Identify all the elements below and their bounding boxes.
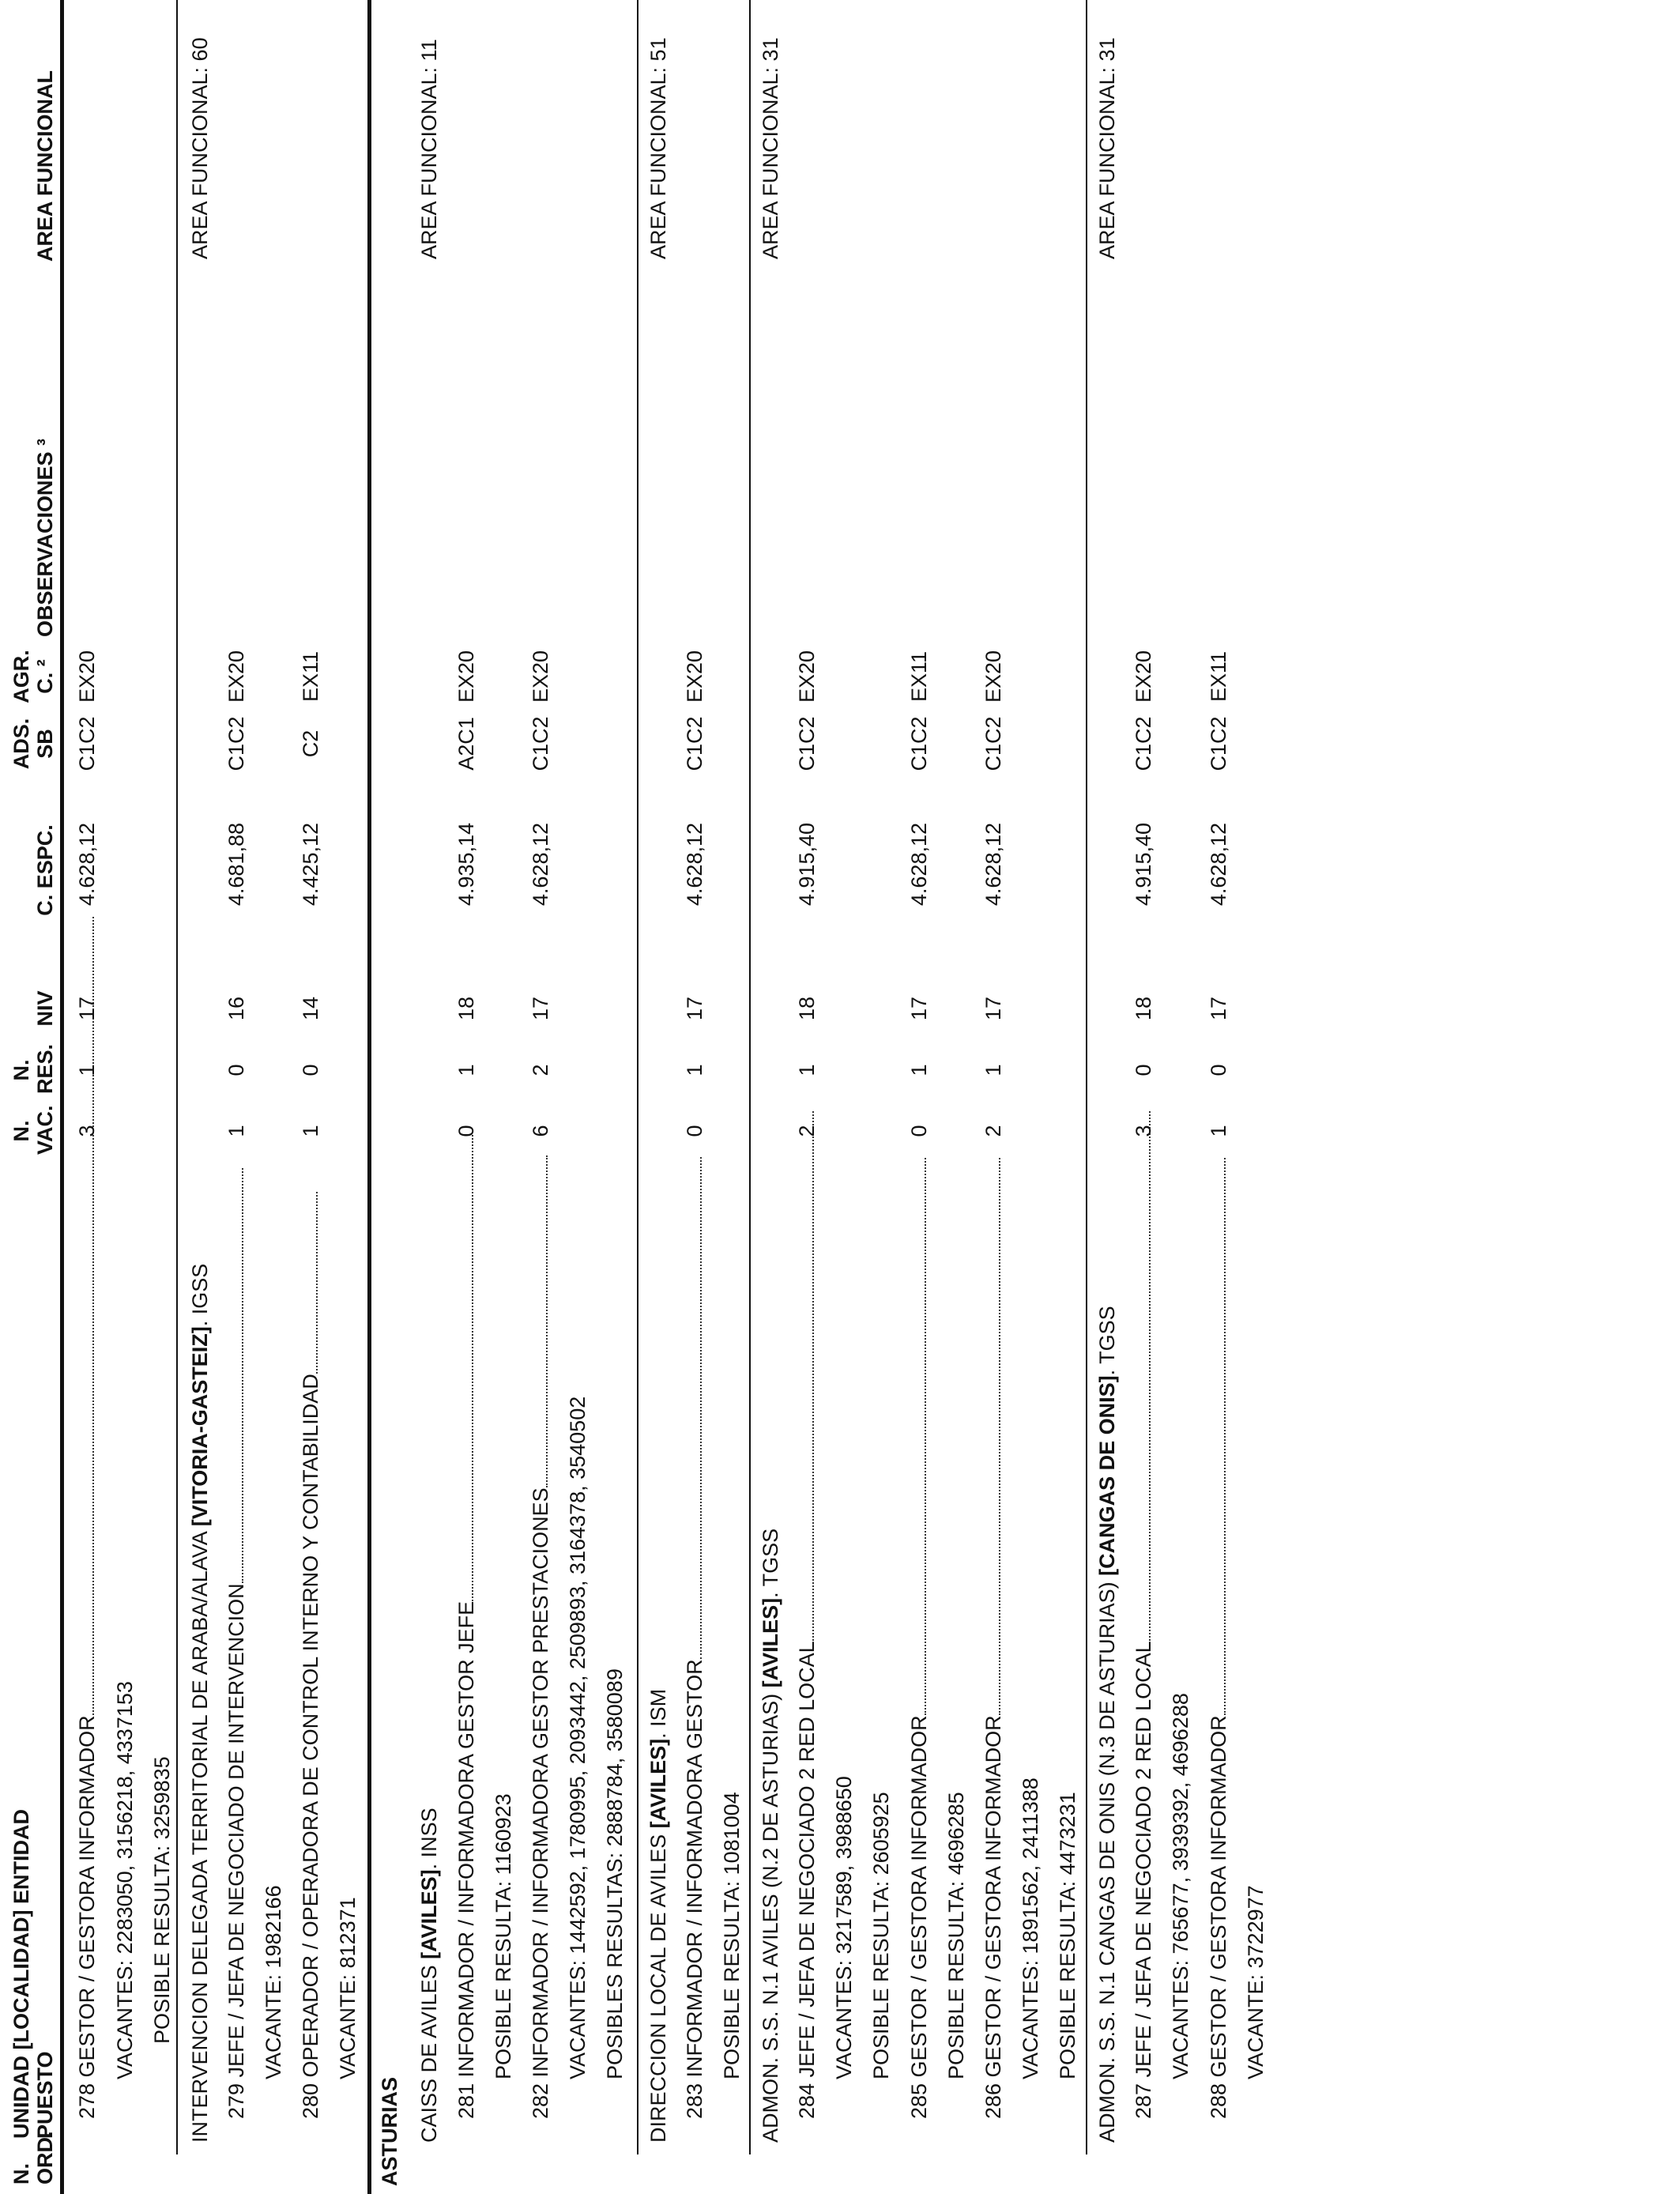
- position-row: [75, 0, 99, 2194]
- adscripcion-subgrupo: C1C2: [683, 716, 706, 771]
- resulta-note: POSIBLE RESULTA: 4696285: [944, 1792, 968, 2079]
- leader-dots: [92, 917, 94, 1715]
- adscripcion-subgrupo: C1C2: [907, 716, 931, 771]
- section-title: ASTURIAS: [378, 2076, 401, 2186]
- resulta-note: POSIBLE RESULTA: 4473231: [1056, 1792, 1079, 2079]
- unit-area-funcional: AREA FUNCIONAL: 31: [759, 37, 782, 259]
- position-row: [907, 0, 931, 2194]
- unit-entity: . ISM: [646, 1688, 670, 1739]
- agrupacion-cuerpos: EX20: [529, 650, 552, 703]
- agrupacion-cuerpos: EX20: [75, 650, 99, 703]
- leader-dots: [242, 1168, 243, 1583]
- header-ads-sb: [9, 712, 57, 775]
- position-description: 279 JEFE / JEFA DE NEGOCIADO DE INTERVENCION: [224, 1583, 248, 2119]
- vacantes-note: VACANTES: 2283050, 3156218, 4337153: [113, 1681, 137, 2079]
- unit-entity: . INSS: [417, 1808, 441, 1870]
- n-vacantes: 3: [75, 1125, 99, 1137]
- leader-dots: [1224, 1158, 1226, 1715]
- position-description: 280 OPERADOR / OPERADORA DE CONTROL INTERNO Y CONTABILIDAD: [299, 1374, 322, 2119]
- unit-divider: [176, 0, 178, 2154]
- vacantes-note: VACANTES: 765677, 3939392, 4696288: [1169, 1693, 1192, 2079]
- complemento-especifico: 4.425,12: [299, 823, 322, 907]
- position-description: 284 JEFE / JEFA DE NEGOCIADO 2 RED LOCAL: [795, 1641, 819, 2119]
- n-vacantes: 0: [683, 1125, 706, 1137]
- unit-divider: [749, 0, 751, 2154]
- nivel: 16: [224, 996, 248, 1021]
- complemento-especifico: 4.628,12: [683, 823, 706, 907]
- agrupacion-cuerpos: EX20: [981, 650, 1005, 703]
- header-n-ord: [9, 2132, 57, 2185]
- agrupacion-cuerpos: EX20: [795, 650, 819, 703]
- resulta-note: POSIBLE RESULTA: 1160923: [492, 1793, 515, 2079]
- adscripcion-subgrupo: C1C2: [1207, 716, 1230, 771]
- position-row: [1132, 0, 1155, 2194]
- n-vacantes: 0: [907, 1125, 931, 1137]
- unit-name: ADMON. S.S. N.1 AVILES (N.2 DE ASTURIAS): [759, 1687, 782, 2143]
- nivel: 17: [683, 996, 706, 1021]
- n-reservas: 0: [224, 1064, 248, 1076]
- unit-entity: . TGSS: [1095, 1306, 1119, 1376]
- header-unidad-line1: UNIDAD [LOCALIDAD] ENTIDAD: [9, 1809, 33, 2139]
- adscripcion-subgrupo: C1C2: [75, 716, 99, 771]
- position-row: [454, 0, 478, 2194]
- adscripcion-subgrupo: C1C2: [1132, 716, 1155, 771]
- header-agr-c-line2: C. ²: [33, 659, 57, 694]
- header-n-vac-line1: N.: [9, 1120, 33, 1142]
- nivel: 18: [795, 996, 819, 1021]
- n-vacantes: 3: [1132, 1125, 1155, 1137]
- resulta-note: POSIBLE RESULTA: 1081004: [720, 1792, 744, 2079]
- position-row: [299, 0, 322, 2194]
- header-agr-c-line1: AGR.: [9, 650, 33, 703]
- header-n-vac-line2: VAC.: [33, 1105, 57, 1155]
- position-row: [795, 0, 819, 2194]
- unit-area-funcional: AREA FUNCIONAL: 60: [188, 37, 212, 259]
- nivel: 17: [1207, 996, 1230, 1021]
- n-vacantes: 6: [529, 1125, 552, 1137]
- n-reservas: 1: [454, 1064, 478, 1076]
- n-vacantes: 2: [795, 1125, 819, 1137]
- position-description: 286 GESTOR / GESTORA INFORMADOR: [981, 1715, 1005, 2119]
- unit-divider: [1086, 0, 1087, 2154]
- header-c-espc: C. ESPC.: [33, 824, 57, 916]
- header-area-funcional: AREA FUNCIONAL: [33, 70, 57, 262]
- leader-dots: [316, 1192, 318, 1374]
- unit-locality: [VITORIA-GASTEIZ]: [188, 1326, 212, 1527]
- n-vacantes: 1: [299, 1125, 322, 1137]
- complemento-especifico: 4.628,12: [1207, 823, 1230, 907]
- complemento-especifico: 4.681,88: [224, 823, 248, 907]
- unit-entity: . TGSS: [759, 1528, 782, 1598]
- header-rule: [60, 0, 64, 2194]
- vacantes-note: VACANTE: 1982166: [262, 1885, 285, 2079]
- adscripcion-subgrupo: C1C2: [981, 716, 1005, 771]
- unit-locality: [AVILES]: [646, 1738, 670, 1829]
- position-description: 278 GESTOR / GESTORA INFORMADOR: [75, 1715, 99, 2119]
- vacantes-note: VACANTES: 1442592, 1780995, 2093442, 2509893, 3164378, 3540502: [566, 1396, 590, 2079]
- header-n-vac: [9, 1107, 57, 1155]
- vacantes-note: VACANTE: 3722977: [1244, 1885, 1268, 2079]
- adscripcion-subgrupo: A2C1: [454, 717, 478, 771]
- agrupacion-cuerpos: EX11: [299, 650, 322, 703]
- unit-name: CAISS DE AVILES: [417, 1958, 441, 2143]
- header-ads-sb-line2: SB: [33, 729, 57, 759]
- nivel: 17: [981, 996, 1005, 1021]
- vacantes-note: VACANTES: 1891562, 2411388: [1019, 1777, 1042, 2079]
- nivel: 17: [529, 996, 552, 1021]
- unit-area-funcional: AREA FUNCIONAL: 11: [417, 39, 441, 259]
- position-row: [1207, 0, 1230, 2194]
- unit-locality: [AVILES]: [759, 1597, 782, 1688]
- position-description: 283 INFORMADOR / INFORMADORA GESTOR: [683, 1659, 706, 2119]
- resulta-note: POSIBLE RESULTA: 2605925: [869, 1792, 893, 2079]
- unit-name: ADMON. S.S. N.1 CANGAS DE ONIS (N.3 DE ASTURIAS): [1095, 1575, 1119, 2143]
- position-row: [529, 0, 552, 2194]
- complemento-especifico: 4.915,40: [1132, 823, 1155, 907]
- n-vacantes: 1: [224, 1125, 248, 1137]
- unit-entity: . IGSS: [188, 1263, 212, 1327]
- complemento-especifico: 4.628,12: [529, 823, 552, 907]
- vacantes-note: VACANTES: 3217589, 3988650: [832, 1776, 856, 2079]
- header-n-ord-line1: N.: [9, 2163, 33, 2185]
- position-description: 287 JEFE / JEFA DE NEGOCIADO 2 RED LOCAL: [1132, 1641, 1155, 2119]
- n-reservas: 1: [683, 1064, 706, 1076]
- agrupacion-cuerpos: EX20: [683, 650, 706, 703]
- header-niv: NIV: [33, 990, 57, 1027]
- complemento-especifico: 4.915,40: [795, 823, 819, 907]
- agrupacion-cuerpos: EX20: [454, 650, 478, 703]
- header-n-res-line2: RES.: [33, 1043, 57, 1094]
- vacantes-note: VACANTE: 812371: [336, 1897, 360, 2079]
- agrupacion-cuerpos: EX11: [1207, 650, 1230, 703]
- complemento-especifico: 4.628,12: [981, 823, 1005, 907]
- nivel: 17: [907, 996, 931, 1021]
- n-reservas: 1: [75, 1064, 99, 1076]
- unit-area-funcional: AREA FUNCIONAL: 31: [1095, 37, 1119, 259]
- leader-dots: [1149, 1111, 1151, 1641]
- header-unidad-line2: PUESTO: [33, 2051, 57, 2139]
- n-reservas: 1: [795, 1064, 819, 1076]
- header-agr-c: [9, 645, 57, 708]
- leader-dots: [812, 1111, 814, 1641]
- position-description: 288 GESTOR / GESTORA INFORMADOR: [1207, 1715, 1230, 2119]
- nivel: 17: [75, 996, 99, 1021]
- section-rule: [367, 0, 371, 2194]
- n-reservas: 2: [529, 1064, 552, 1076]
- agrupacion-cuerpos: EX11: [907, 650, 931, 703]
- agrupacion-cuerpos: EX20: [224, 650, 248, 703]
- n-reservas: 1: [981, 1064, 1005, 1076]
- unit-locality: [AVILES]: [417, 1869, 441, 1959]
- leader-dots: [925, 1158, 926, 1715]
- n-vacantes: 1: [1207, 1125, 1230, 1137]
- n-reservas: 1: [907, 1064, 931, 1076]
- n-reservas: 0: [299, 1064, 322, 1076]
- leader-dots: [999, 1158, 1000, 1715]
- header-observaciones: OBSERVACIONES ³: [33, 438, 57, 637]
- leader-dots: [472, 1135, 473, 1601]
- header-n-res: [9, 1043, 57, 1094]
- resulta-note: POSIBLES RESULTAS: 2888784, 3580089: [603, 1668, 627, 2079]
- complemento-especifico: 4.935,14: [454, 823, 478, 907]
- n-reservas: 0: [1132, 1064, 1155, 1076]
- leader-dots: [546, 1155, 548, 1487]
- nivel: 18: [1132, 996, 1155, 1021]
- resulta-note: POSIBLE RESULTA: 3259835: [150, 1756, 174, 2044]
- adscripcion-subgrupo: C1C2: [224, 716, 248, 771]
- position-row: [683, 0, 706, 2194]
- adscripcion-subgrupo: C1C2: [529, 716, 552, 771]
- n-reservas: 0: [1207, 1064, 1230, 1076]
- adscripcion-subgrupo: C1C2: [795, 716, 819, 771]
- position-description: 281 INFORMADOR / INFORMADORA GESTOR JEFE: [454, 1600, 478, 2119]
- adscripcion-subgrupo: C2: [299, 729, 322, 758]
- unit-name: INTERVENCION DELEGADA TERRITORIAL DE ARABA/ALAVA: [188, 1526, 212, 2143]
- n-vacantes: 0: [454, 1125, 478, 1137]
- unit-name: DIRECCION LOCAL DE AVILES: [646, 1828, 670, 2143]
- nivel: 18: [454, 996, 478, 1021]
- unit-locality: [CANGAS DE ONIS]: [1095, 1375, 1119, 1576]
- nivel: 14: [299, 996, 322, 1021]
- position-description: 285 GESTOR / GESTORA INFORMADOR: [907, 1715, 931, 2119]
- position-description: 282 INFORMADOR / INFORMADORA GESTOR PRESTACIONES: [529, 1487, 552, 2119]
- header-n-ord-line2: ORD.: [33, 2131, 57, 2185]
- leader-dots: [700, 1157, 702, 1659]
- n-vacantes: 2: [981, 1125, 1005, 1137]
- complemento-especifico: 4.628,12: [907, 823, 931, 907]
- unit-area-funcional: AREA FUNCIONAL: 51: [646, 37, 670, 259]
- complemento-especifico: 4.628,12: [75, 823, 99, 907]
- position-row: [981, 0, 1005, 2194]
- agrupacion-cuerpos: EX20: [1132, 650, 1155, 703]
- unit-divider: [637, 0, 638, 2154]
- header-n-res-line1: N.: [9, 1059, 33, 1081]
- header-unidad: [9, 1809, 57, 2139]
- header-ads-sb-line1: ADS.: [9, 718, 33, 770]
- position-row: [224, 0, 248, 2194]
